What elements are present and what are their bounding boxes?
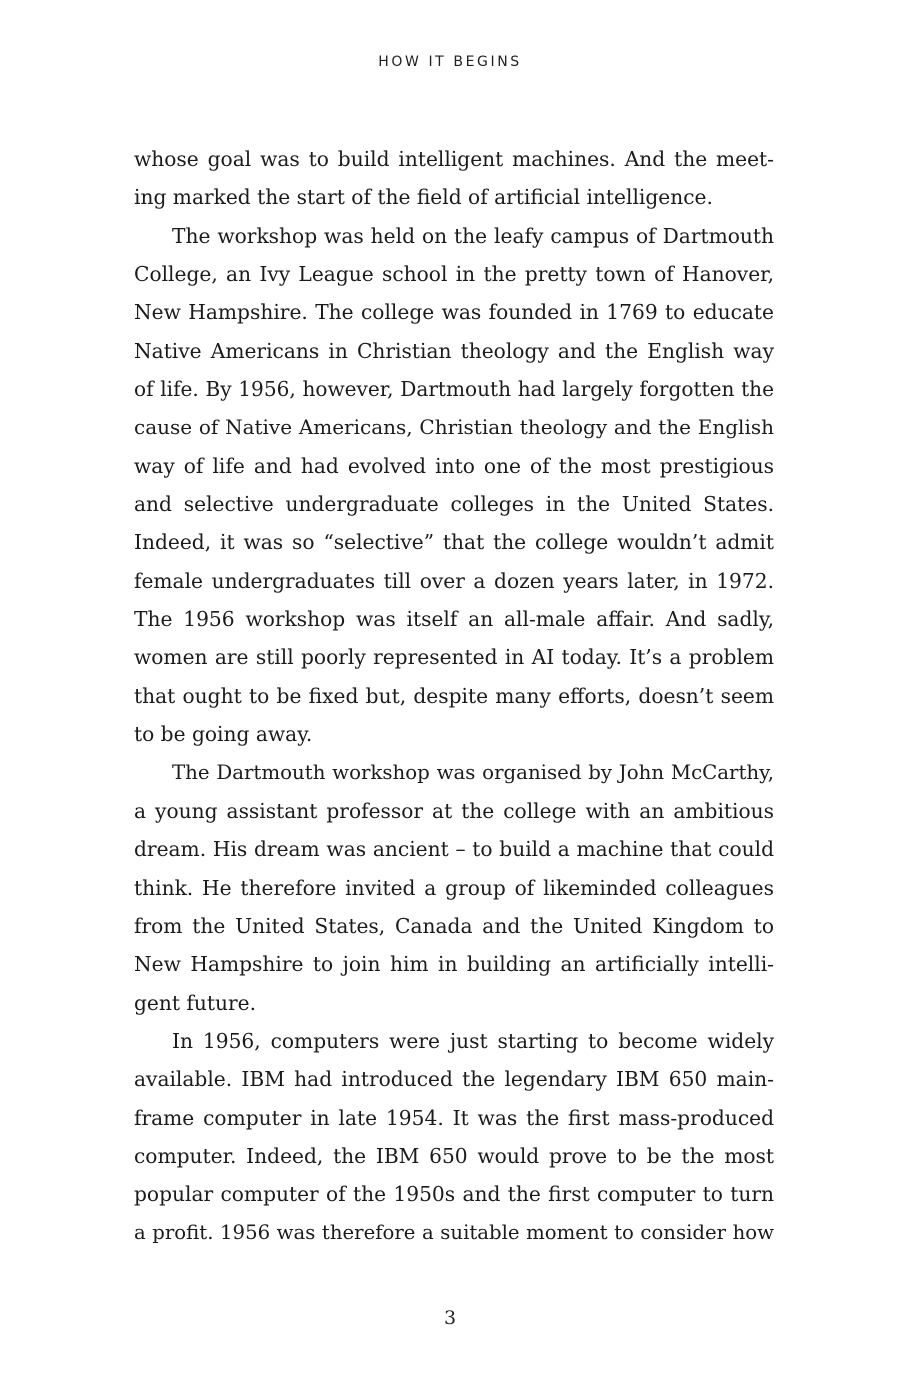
body-text (134, 140, 774, 1252)
text-line: a profit. 1956 was therefore a suitable moment to consider how (134, 1220, 774, 1244)
text-line: dream. His dream was ancient – to build a machine that could (134, 837, 774, 862)
text-line: of life. By 1956, however, Dartmouth had largely forgotten the (134, 377, 774, 402)
text-line: gent future. (134, 990, 257, 1015)
text-line: New Hampshire. The college was founded in 1769 to educate (134, 300, 774, 325)
text-line: College, an Ivy League school in the pretty town of Hanover, (134, 262, 774, 287)
text-line: Indeed, it was so “selective” that the college wouldn’t admit (134, 530, 774, 555)
text-line: and selective undergraduate colleges in the United States. (134, 492, 774, 517)
text-line: The 1956 workshop was itself an all-male affair. And sadly, (134, 607, 774, 632)
text-line: popular computer of the 1950s and the first computer to turn (134, 1182, 774, 1207)
text-line: New Hampshire to join him in building an artificially intelli- (134, 952, 774, 977)
text-line: way of life and had evolved into one of the most prestigious (134, 453, 774, 478)
text-line: In 1956, computers were just starting to become widely (172, 1028, 774, 1053)
text-line: available. IBM had introduced the legendary IBM 650 main- (134, 1067, 774, 1092)
text-line: computer. Indeed, the IBM 650 would prove to be the most (134, 1143, 774, 1168)
page-number: 3 (443, 1307, 457, 1329)
text-line: ing marked the start of the field of artificial intelligence. (134, 185, 713, 210)
text-line: think. He therefore invited a group of likeminded colleagues (134, 875, 774, 900)
text-line: The Dartmouth workshop was organised by John McCarthy, (172, 760, 774, 784)
text-line: that ought to be fixed but, despite many efforts, doesn’t seem (134, 683, 774, 708)
text-line: to be going away. (134, 722, 313, 747)
text-line: women are still poorly represented in AI today. It’s a problem (134, 645, 774, 670)
text-line: Native Americans in Christian theology and the English way (134, 338, 774, 363)
text-line: frame computer in late 1954. It was the first mass-produced (134, 1105, 774, 1130)
text-line: female undergraduates till over a dozen years later, in 1972. (134, 568, 774, 593)
text-line: The workshop was held on the leafy campus of Dartmouth (172, 223, 774, 248)
text-line: from the United States, Canada and the United Kingdom to (134, 913, 774, 938)
running-head: HOW IT BEGINS (378, 54, 522, 70)
text-line: cause of Native Americans, Christian theology and the English (134, 415, 774, 440)
text-line: a young assistant professor at the college with an ambitious (134, 798, 774, 823)
text-line: whose goal was to build intelligent machines. And the meet- (134, 147, 774, 171)
